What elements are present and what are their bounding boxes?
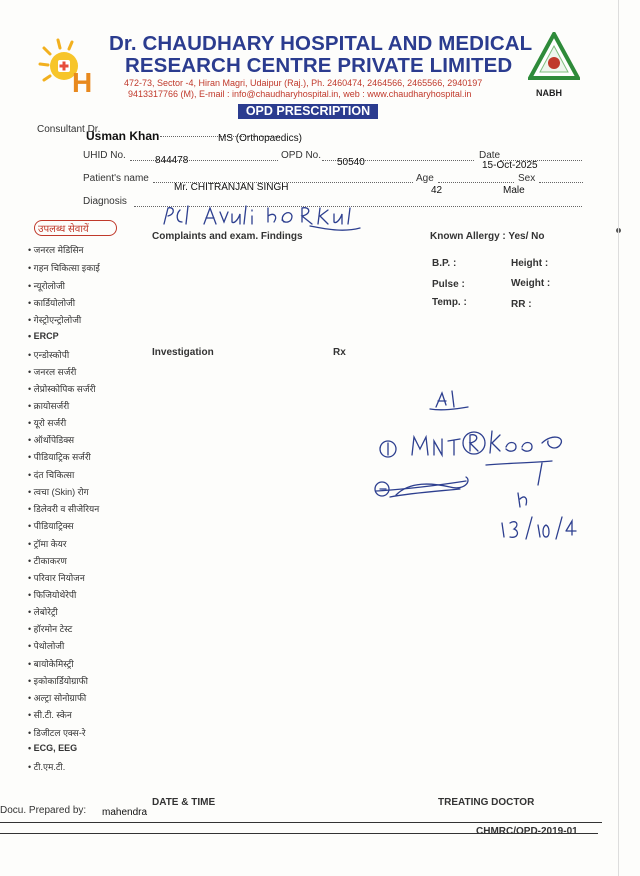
age-value: 42 [431,185,443,196]
service-item: • जनरल मेडिसिन [28,245,84,255]
date-label: Date [479,150,501,161]
service-item: • न्यूरोलोजी [28,281,65,291]
diagnosis-label: Diagnosis [83,196,127,207]
nabh-label: NABH [536,88,562,98]
hospital-name-line2: RESEARCH CENTRE PRIVATE LIMITED [125,54,513,77]
service-item: • ECG, EEG [28,743,78,753]
service-item: • पीडियाट्रिक्स [28,521,74,531]
service-item: • हॉरमोन टेस्ट [28,624,73,634]
service-item: • लेप्रोस्कोपिक सर्जरी [28,384,96,394]
service-item: • ट्रॉमा केयर [28,539,67,549]
service-item: • त्वचा (Skin) रोग [28,487,89,497]
patient-name-label: Patient's name [83,173,149,184]
consultant-label: Consultant Dr. [37,124,101,135]
services-heading: उपलब्ध सेवायें [38,224,89,235]
hospital-logo-icon [38,36,102,98]
height-label: Height : [511,258,549,269]
pulse-label: Pulse : [432,279,465,290]
page-edge [618,0,619,876]
service-item: • टी.एम.टी. [28,762,66,772]
uhid-line [130,160,278,161]
allergy-heading: Known Allergy : Yes/ No [430,231,545,242]
service-item: • एन्डोस्कोपी [28,350,70,360]
service-item: • क्रायोसर्जरी [28,401,70,411]
nabh-badge-icon [528,32,580,90]
service-item: • पेथोलोजी [28,641,65,651]
service-item: • बायोकेमिस्ट्री [28,659,74,669]
uhid-value: 844478 [155,155,189,166]
hospital-name-line1: Dr. CHAUDHARY HOSPITAL AND MEDICAL [109,32,533,55]
form-code: CHMRC/OPD-2019-01 [476,826,578,837]
service-item: • जनरल सर्जरी [28,367,77,377]
opd-value: 50540 [337,157,365,168]
bp-label: B.P. : [432,258,457,269]
service-item: • डिजीटल एक्स-रे [28,728,86,738]
handwritten-prescription [370,385,585,550]
weight-label: Weight : [511,278,551,289]
treating-doctor-label: TREATING DOCTOR [438,797,535,808]
prepared-by-label: Docu. Prepared by: [0,805,87,816]
complaints-heading: Complaints and exam. Findings [152,231,303,242]
patient-name-value: Mr. CHITRANJAN SINGH [174,182,289,193]
prepared-by-value: mahendra [102,807,148,818]
service-item: • दंत चिकित्सा [28,470,75,480]
sex-line [539,182,583,183]
date-value: 15-Oct-2025 [482,160,538,171]
handwritten-diagnosis [160,200,370,234]
investigation-heading: Investigation [152,347,214,358]
service-item: • ऑर्थोपेडिक्स [28,435,75,445]
footer-divider-top [0,822,602,823]
consultant-qualification: MS (Orthopaedics) [218,133,302,144]
service-item: • कार्डियोलोजी [28,298,76,308]
form-title: OPD PRESCRIPTION [238,104,378,119]
sex-label: Sex [518,173,536,184]
service-item: • सी.टी. स्केन [28,710,72,720]
service-item: • अल्ट्रा सोनोग्राफी [28,693,87,703]
service-item: • गहन चिकित्सा इकाई [28,263,100,273]
opd-label: OPD No. [281,150,322,161]
service-item: • पीडियाट्रिक सर्जरी [28,452,91,462]
service-item: • इकोकार्डियोग्राफी [28,676,88,686]
rx-heading: Rx [333,347,346,358]
service-item: • यूरो सर्जरी [28,418,67,428]
hospital-contact: 9413317766 (M), E-mail : info@chaudharyhospital.in, web : www.chaudharyhospital.in [128,89,472,99]
service-item: • लेबोरेट्री [28,607,58,617]
uhid-label: UHID No. [83,150,126,161]
date-time-label: DATE & TIME [152,797,216,808]
service-item: • परिवार नियोजन [28,573,85,583]
sex-value: Male [503,185,525,196]
rr-label: RR : [511,299,532,310]
hospital-address: 472-73, Sector -4, Hiran Magri, Udaipur (Raj.), Ph. 2460474, 2464566, 2465566, 2940197 [124,78,483,88]
age-label: Age [416,173,434,184]
service-item: • ERCP [28,331,59,341]
temp-label: Temp. : [432,297,467,308]
service-item: • टीकाकरण [28,556,67,566]
age-line [438,182,514,183]
service-item: • फिजियोथेरेपी [28,590,77,600]
service-item: • गेस्ट्रोएन्ट्रोलोजी [28,315,82,325]
service-item: • डिलेवरी व सीजेरियन [28,504,100,514]
svg-text:H: H [72,67,93,98]
consultant-name: Usman Khan [86,129,160,143]
